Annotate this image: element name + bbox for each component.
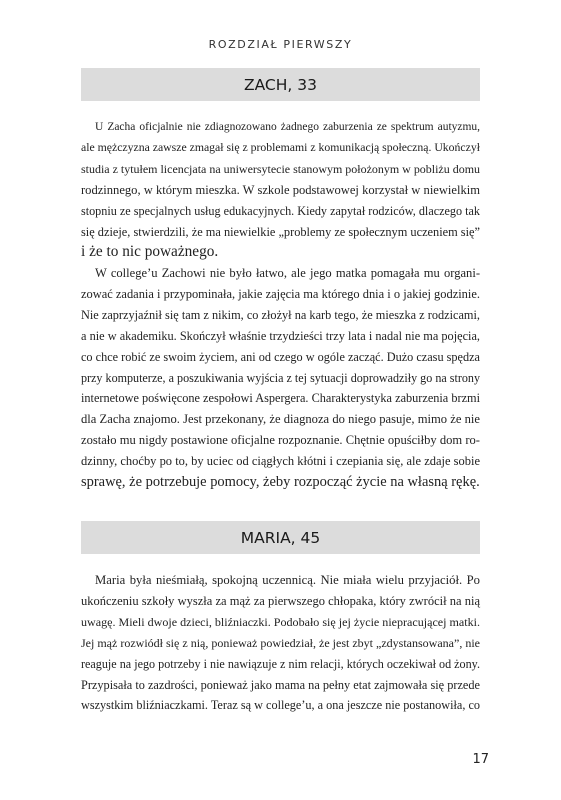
- text-line: i że to nic poważnego.: [81, 243, 219, 261]
- section-heading-text: MARIA, 45: [240, 528, 321, 547]
- text-line: Maria była nieśmiałą, spokojną uczennicą. Nie miała wielu przyjaciół. Po: [95, 573, 480, 587]
- text-line: wszystkim bliźniaczkami. Teraz są w college’u, a ona jeszcze nie postanowiła, co: [81, 698, 480, 713]
- text-line: rodzinnego, w którym mieszka. W szkole podstawowej korzystał w niewielkim: [81, 182, 480, 197]
- text-line: dla Zacha znajomo. Jest przekonany, że diagnoza do niego pasuje, mimo że nie: [81, 412, 480, 427]
- section-heading-maria: [81, 521, 480, 554]
- text-line: przy komputerze, a poszukiwania wyjścia z tej sytuacji doprowadziły go na strony: [81, 370, 480, 385]
- page-number: 17: [472, 752, 489, 767]
- text-line: zostało mu nigdy postawione oficjalne rozpoznanie. Chętnie opuściłby dom ro-: [81, 433, 480, 448]
- paragraph-zach-2: [81, 263, 480, 493]
- text-line: studia z tytułem licencjata na uniwersytecie stanowym położonym w pobliżu domu: [81, 161, 480, 176]
- text-line: dzinny, choćby po to, by uciec od ciągłych kłótni i czepiania się, ale zdaje sobie: [81, 454, 480, 469]
- text-line: U Zacha oficjalnie nie zdiagnozowano żadnego zaburzenia ze spektrum autyzmu,: [95, 121, 480, 133]
- text-line: stopniu ze specjalnych usług edukacyjnych. Kiedy zapytał rodziców, dlaczego tak: [81, 203, 480, 218]
- text-line: Jej mąż rozwiódł się z nią, ponieważ powiedział, że jest zbyt „zdystansowana”, nie: [81, 635, 480, 650]
- text-line: Przypisała to zazdrości, ponieważ jako mama na pełny etat zajmowała się przede: [81, 677, 480, 692]
- paragraph-zach-1: [81, 117, 480, 263]
- text-line: Nie zaprzyjaźnił się tam z nikim, co złożył na karb tego, że mieszka z rodzicami,: [81, 307, 480, 322]
- text-line: uwagę. Mieli dwoje dzieci, bliźniaczki. Podobało się jej życie niepracującej matki.: [81, 614, 480, 629]
- text-line: się dzieje, stwierdzili, że ma niewielkie „problemy ze społecznym uczeniem się”: [81, 224, 480, 239]
- paragraph-maria-1: [81, 570, 480, 716]
- text-line: internetowe poświęcone zespołowi Aspergera. Charakterystyka zaburzenia brzmi: [81, 391, 480, 406]
- text-line: co chce robić ze swoim życiem, ani od czego w ogóle zacząć. Dużo czasu spędza: [81, 349, 480, 364]
- text-line: a nie w akademiku. Skończył właśnie trzydzieści trzy lata i nadal nie ma pojęcia,: [81, 328, 480, 343]
- text-line: reaguje na jego potrzeby i nie nawiązuje z nim relacji, których oczekiwał od żony.: [81, 656, 480, 671]
- text-line: W college’u Zachowi nie było łatwo, ale jego matka pomagała mu organi-: [95, 266, 480, 280]
- text-line: ale mężczyzna zawsze zmagał się z problemami z komunikacją społeczną. Ukończył: [81, 140, 480, 154]
- running-head: ROZDZIAŁ PIERWSZY: [208, 38, 353, 51]
- text-line: ukończeniu szkoły wyszła za mąż za pierwszego chłopaka, który zwrócił na nią: [81, 593, 480, 608]
- text-line: sprawę, że potrzebuje pomocy, żeby rozpocząć życie na własną rękę.: [81, 474, 480, 491]
- section-heading-text: ZACH, 33: [243, 75, 317, 94]
- text-line: zować zadania i przypominała, jakie zajęcia ma którego dnia i o jakiej godzinie.: [81, 286, 480, 301]
- section-heading-zach: [81, 68, 480, 101]
